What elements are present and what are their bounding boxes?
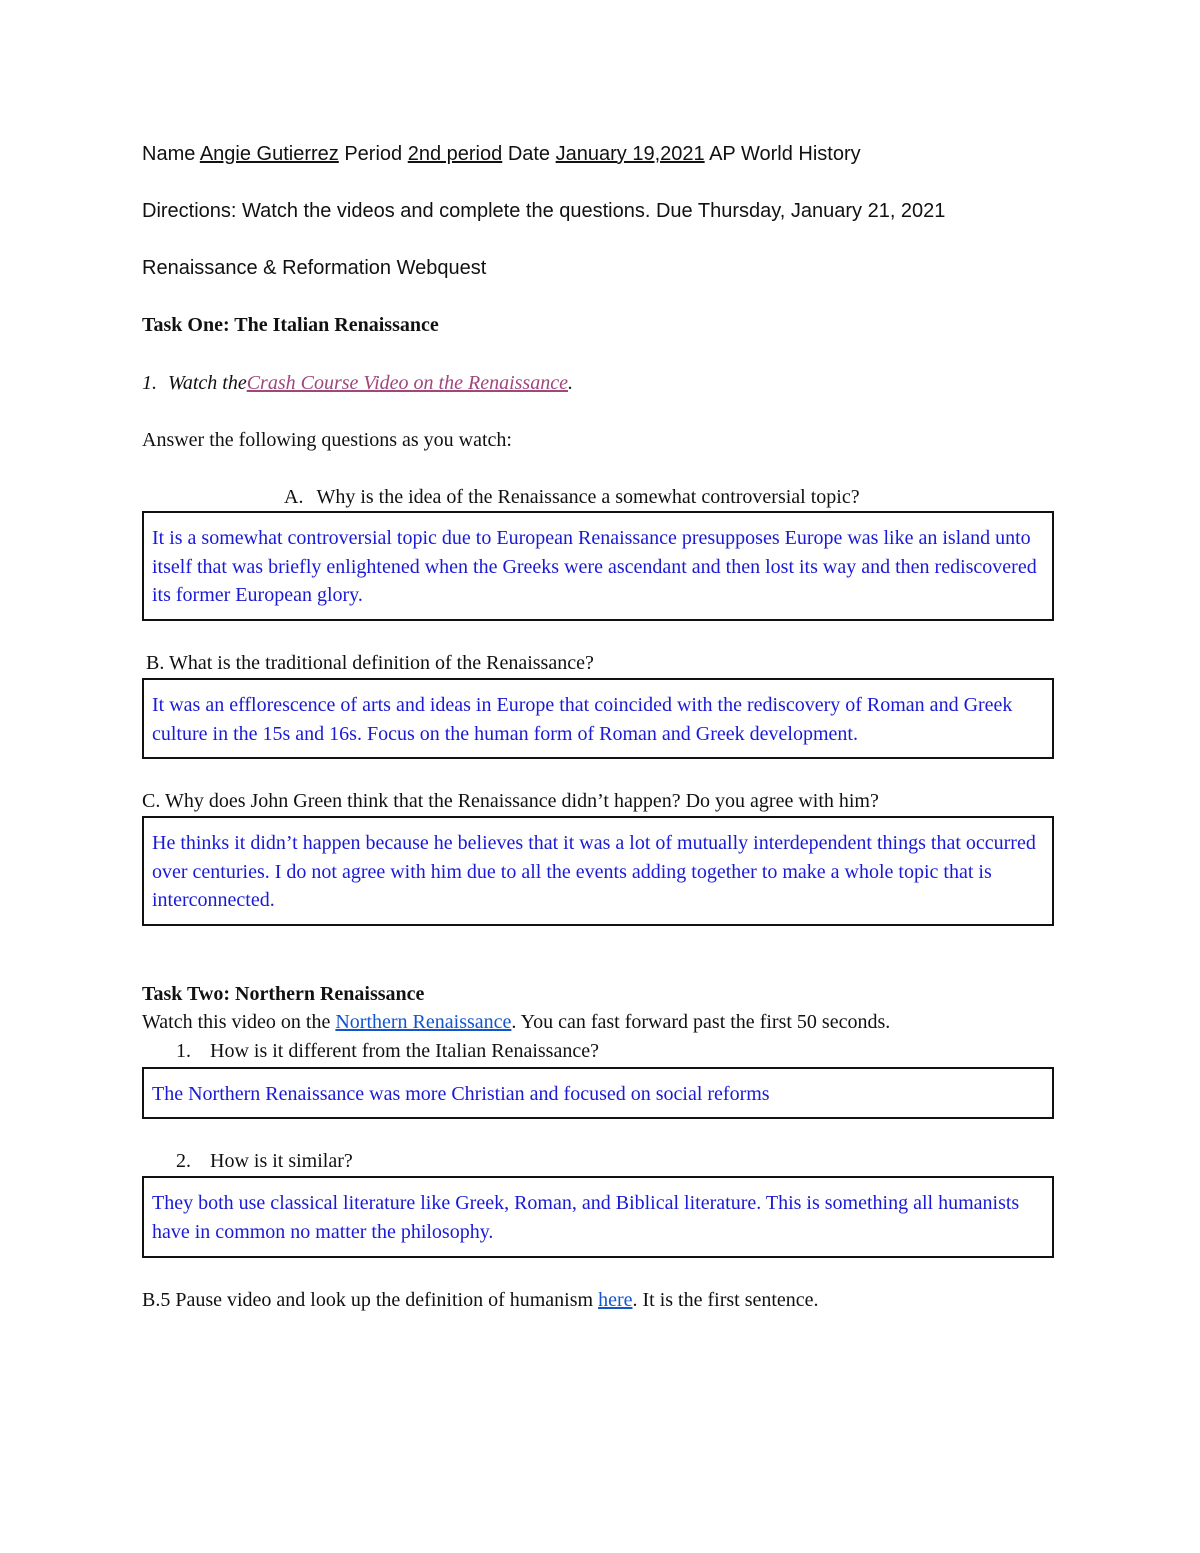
humanism-here-link[interactable]: here	[598, 1289, 633, 1311]
task-two-watch	[142, 1011, 890, 1034]
task-one-item-1	[142, 372, 573, 395]
question-c: C. Why does John Green think that the Renaissance didn’t happen? Do you agree with him?	[142, 790, 879, 812]
question-2-number: 2.	[176, 1150, 191, 1172]
question-b: B. What is the traditional definition of the Renaissance?	[146, 652, 594, 674]
answer-box-2[interactable]	[142, 1176, 1054, 1258]
course-name: AP World History	[709, 143, 861, 165]
name-label: Name	[142, 143, 196, 165]
answer-a-text: It is a somewhat controversial topic due to European Renaissance presupposes Europe was like an island unto itself that was briefly enlightened when the Greeks were ascendant and then lost its way and then rediscovered its former European glory.	[152, 527, 1037, 606]
question-1-number: 1.	[176, 1040, 191, 1062]
task-one-heading: Task One: The Italian Renaissance	[142, 314, 439, 336]
answer-box-1[interactable]	[142, 1067, 1054, 1119]
question-a	[284, 486, 860, 509]
watch-end: .	[567, 372, 573, 394]
watch-text: Watch the	[168, 372, 247, 394]
task-two-watch-pre: Watch this video on the	[142, 1011, 331, 1033]
date-label: Date	[507, 143, 551, 165]
period-label: Period	[344, 143, 403, 165]
answer-c-text: He thinks it didn’t happen because he believes that it was a lot of mutually interdependent things that occurred over centuries. I do not agree with him due to all the events adding together to make a whole topic that is interconnected.	[152, 832, 1036, 911]
b5-pre: B.5 Pause video and look up the definition of humanism	[142, 1289, 594, 1311]
answer-prompt: Answer the following questions as you watch:	[142, 429, 512, 451]
item-number: 1.	[142, 372, 157, 394]
date-value: January 19,2021	[555, 143, 705, 165]
task-two-watch-post: . You can fast forward past the first 50 seconds.	[511, 1011, 891, 1033]
task-two-heading: Task Two: Northern Renaissance	[142, 983, 425, 1005]
answer-1-text: The Northern Renaissance was more Christian and focused on social reforms	[152, 1083, 770, 1105]
question-2-text: How is it similar?	[210, 1150, 353, 1172]
b5-instruction	[142, 1289, 819, 1312]
header-line	[142, 143, 861, 166]
directions: Directions: Watch the videos and complete the questions. Due Thursday, January 21, 2021	[142, 200, 946, 222]
answer-2-text: They both use classical literature like Greek, Roman, and Biblical literature. This is something all humanists have in common no matter the philosophy.	[152, 1192, 1020, 1243]
b5-post: . It is the first sentence.	[632, 1289, 819, 1311]
question-2	[176, 1150, 353, 1173]
answer-box-a[interactable]	[142, 511, 1054, 621]
period-value: 2nd period	[407, 143, 503, 165]
question-1	[176, 1040, 599, 1063]
question-a-text: Why is the idea of the Renaissance a somewhat controversial topic?	[316, 486, 860, 508]
webquest-title: Renaissance & Reformation Webquest	[142, 257, 487, 279]
name-value: Angie Gutierrez	[199, 143, 339, 165]
answer-b-text: It was an efflorescence of arts and ideas in Europe that coincided with the rediscovery of Roman and Greek culture in the 15s and 16s. Focus on the human form of Roman and Greek development.	[152, 694, 1013, 745]
crash-course-link[interactable]: Crash Course Video on the Renaissance	[246, 372, 568, 394]
answer-box-b[interactable]	[142, 678, 1054, 759]
question-a-letter: A.	[284, 486, 304, 508]
answer-box-c[interactable]	[142, 816, 1054, 926]
northern-renaissance-link[interactable]: Northern Renaissance	[335, 1011, 512, 1033]
question-1-text: How is it different from the Italian Renaissance?	[210, 1040, 599, 1062]
